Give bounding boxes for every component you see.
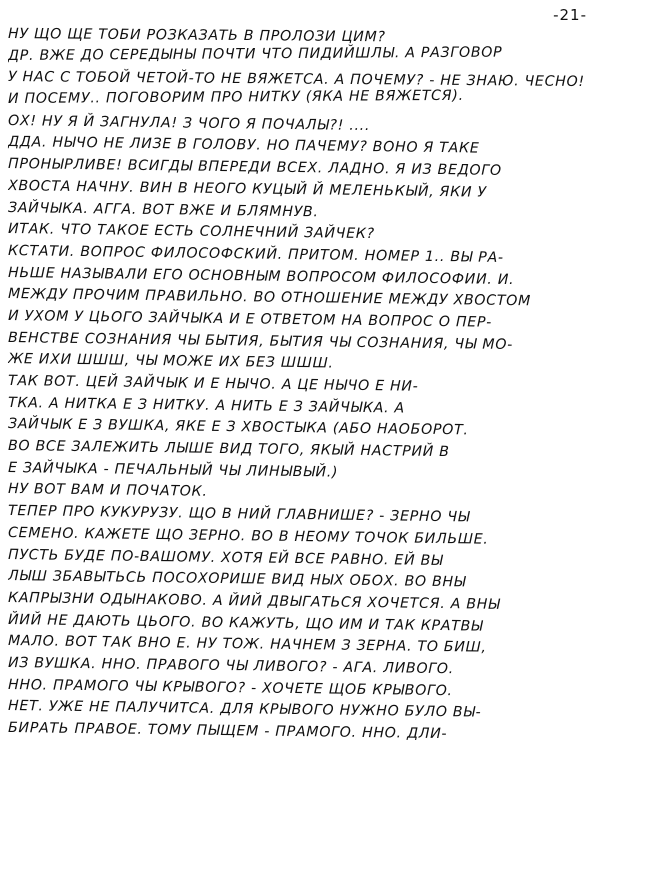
text-line: ЙИЙ НЕ ДАЮТЬ ЦЬОГО. ВО КАЖУТЬ, ЩО ИМ И ТАК КРАТВЫ: [7, 611, 484, 635]
text-line: И ПОСЕМУ.. ПОГОВОРИМ ПРО НИТКУ (ЯКА НЕ ВЯЖЕТСЯ).: [7, 87, 464, 108]
text-line: ИЗ ВУШКА. ННО. ПРАВОГО ЧЫ ЛИВОГО? - АГА. ЛИВОГО.: [7, 654, 455, 678]
text-line: МАЛО. ВОТ ТАК ВНО Е. НУ ТОЖ. НАЧНЕМ З ЗЕРНА. ТО БИШ,: [7, 633, 487, 656]
text-line: Е ЗАЙЧЫКА - ПЕЧАЛЬНЫЙ ЧЫ ЛИНЫВЫЙ.): [7, 459, 339, 481]
text-line: ЛЫШ ЗБАВЫТЬСЬ ПОСОХОРИШЕ ВИД НЫХ ОБОХ. ВО ВНЫ: [7, 568, 467, 591]
text-line: ПРОНЫРЛИВЕ! ВСИГДЫ ВПЕРЕДИ ВСЕХ. ЛАДНО. Я ИЗ ВЕДОГО: [7, 156, 502, 180]
text-line: ВЕНСТВЕ СОЗНАНИЯ ЧЫ БЫТИЯ, БЫТИЯ ЧЫ СОЗНАНИЯ, ЧЫ МО-: [7, 329, 514, 353]
text-line: КАПРЫЗНИ ОДЫНАКОВО. А ЙИЙ ДВЫГАТЬСЯ ХОЧЕТСЯ. А ВНЫ: [7, 589, 501, 613]
text-line: ПУСТЬ БУДЕ ПО-ВАШОМУ. ХОТЯ ЕЙ ВСЕ РАВНО. ЕЙ ВЫ: [7, 546, 444, 569]
handwritten-text-body: [7, 24, 636, 743]
text-line: НУ ЩО ЩЕ ТОБИ РОЗКАЗАТЬ В ПРОЛОЗИ ЦИМ?: [7, 26, 386, 46]
text-line: ДДА. НЫЧО НЕ ЛИЗЕ В ГОЛОВУ. НО ПАЧЕМУ? ВОНО Я ТАКЕ: [7, 134, 480, 158]
text-line: КСТАТИ. ВОПРОС ФИЛОСОФСКИЙ. ПРИТОМ. НОМЕР 1.. ВЫ РА-: [7, 242, 504, 266]
page-number: -21-: [553, 6, 587, 24]
text-line: ДР. ВЖЕ ДО СЕРЕДЫНЫ ПОЧТИ ЧТО ПИДИЙШЛЫ. А РАЗГОВОР: [7, 44, 503, 64]
text-line: ЖЕ ИХИ ШШШ, ЧЫ МОЖЕ ИХ БЕЗ ШШШ.: [7, 351, 334, 372]
text-line: НЬШЕ НАЗЫВАЛИ ЕГО ОСНОВНЫМ ВОПРОСОМ ФИЛОСОФИИ. И.: [7, 264, 515, 288]
text-line: ЗАЙЧЫК Е З ВУШКА, ЯКЕ Е З ХВОСТЫКА (АБО НАОБОРОТ.: [7, 416, 469, 439]
text-line: ТКА. А НИТКА Е З НИТКУ. А НИТЬ Е З ЗАЙЧЫКА. А: [7, 394, 406, 417]
text-line: ТЕПЕР ПРО КУКУРУЗУ. ЩО В НИЙ ГЛАВНИШЕ? - ЗЕРНО ЧЫ: [7, 503, 471, 526]
text-line: И УХОМ У ЦЬОГО ЗАЙЧЫКА И Е ОТВЕТОМ НА ВОПРОС О ПЕР-: [7, 307, 493, 331]
text-line: ЗАЙЧЫКА. АГГА. ВОТ ВЖЕ И БЛЯМНУВ.: [7, 199, 319, 220]
text-line: НЕТ. УЖЕ НЕ ПАЛУЧИТСА. ДЛЯ КРЫВОГО НУЖНО БУЛО ВЫ-: [7, 698, 482, 721]
text-line: У НАС С ТОБОЙ ЧЕТОЙ-ТО НЕ ВЯЖЕТСА. А ПОЧЕМУ? - НЕ ЗНАЮ. ЧЕСНО!: [7, 69, 585, 91]
text-line: ВО ВСЕ ЗАЛЕЖИТЬ ЛЫШЕ ВИД ТОГО, ЯКЫЙ НАСТРИЙ В: [7, 438, 450, 461]
text-line: ИТАК. ЧТО ТАКОЕ ЕСТЬ СОЛНЕЧНИЙ ЗАЙЧЕК?: [7, 221, 375, 243]
text-line: БИРАТЬ ПРАВОЕ. ТОМУ ПЫЩЕМ - ПРАМОГО. ННО. ДЛИ-: [7, 720, 448, 743]
text-line: НУ ВОТ ВАМ И ПОЧАТОК.: [7, 481, 208, 501]
text-line: ННО. ПРАМОГО ЧЫ КРЫВОГО? - ХОЧЕТЕ ЩОБ КРЫВОГО.: [7, 676, 453, 699]
text-line: ХВОСТА НАЧНУ. ВИН В НЕОГО КУЦЫЙ Й МЕЛЕНЬКЫЙ, ЯКИ У: [7, 177, 487, 201]
text-line: СЕМЕНО. КАЖЕТЕ ЩО ЗЕРНО. ВО В НЕОМУ ТОЧОК БИЛЬШЕ.: [7, 524, 489, 548]
text-line: ТАК ВОТ. ЦЕЙ ЗАЙЧЫК И Е НЫЧО. А ЦЕ НЫЧО Е НИ-: [7, 373, 419, 395]
text-line: ОХ! НУ Я Й ЗАГНУЛА! З ЧОГО Я ПОЧАЛЫ?! ....: [7, 112, 371, 134]
text-line: МЕЖДУ ПРОЧИМ ПРАВИЛЬНО. ВО ОТНОШЕНИЕ МЕЖДУ ХВОСТОМ: [7, 286, 532, 310]
